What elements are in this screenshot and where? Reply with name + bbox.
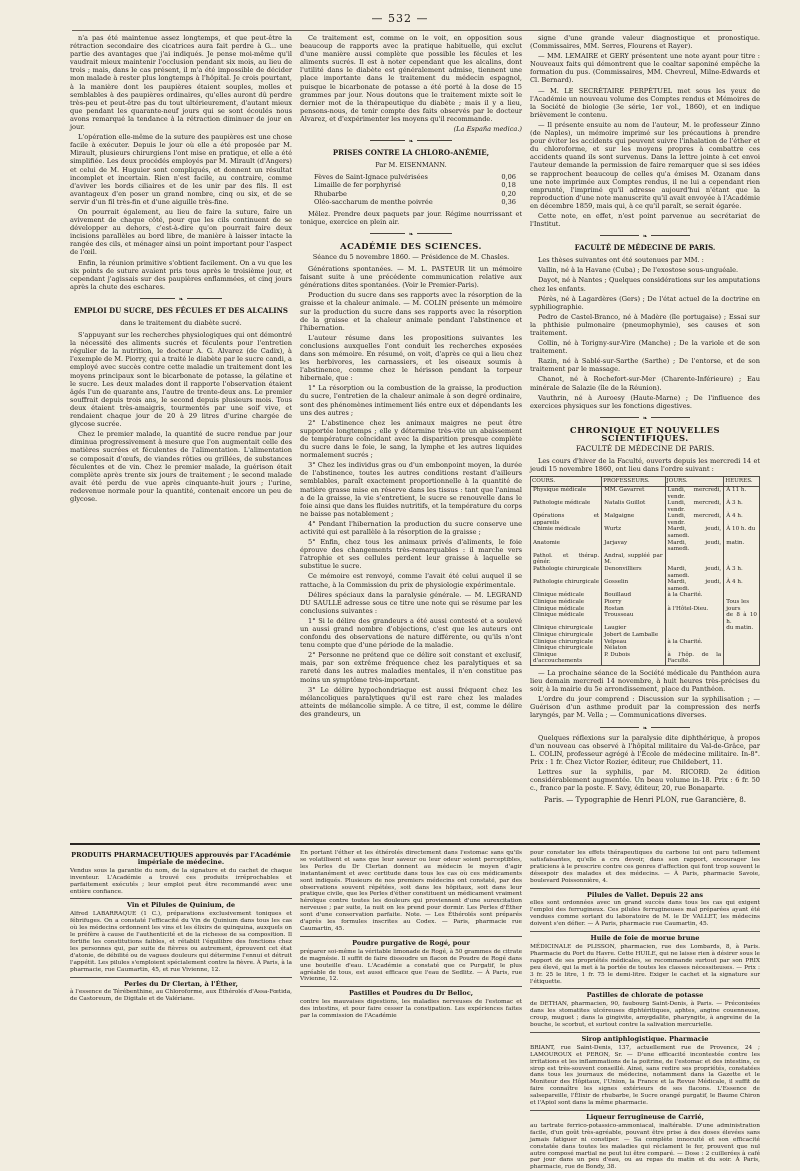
table-cell: Velpeau	[602, 639, 665, 646]
table-cell	[665, 553, 724, 566]
table-cell: Chimie médicale	[531, 526, 602, 539]
paragraph: 3° Le délire hypochondriaque est aussi fréquent chez les mélancoliques paralytiques qu'il est rare chez les malades atteints de mélancolie simple. À ce titre, il est, comme le délire des grandeurs, un	[300, 685, 522, 718]
table-cell: À 11 h.	[724, 486, 760, 500]
ad-text: BRIANT, rue Saint-Denis, 137, actuellement rue de Provence, 24 ; LAMOUROUX et PERON, Sr. — D'une efficacité incontestée contre les irritations et les inflammations de la poitrine, de l'estomac et des intestins, ce sirop est très-souvent conseillé. Ainsi, sans redire ses propriétés, constatées dans tous les journaux de médecine, notamment dans la Gazette et le Moniteur des Hôpitaux, l'Union, la France et la Revue Médicale, il suffit de faire connaître les signes extérieurs de ses flacons. L'Essence de salsepareille, l'Élixir de rhubarbe, le Sucre orangé purgatif, le Baume Chiron et l'Apiol sont dans la même pharmacie.	[530, 1044, 760, 1107]
paragraph: Les thèses suivantes ont été soutenues par MM. :	[538, 256, 704, 265]
table-cell: Opérations et appareils	[531, 513, 602, 526]
table-cell: Clinique médicale	[531, 592, 602, 599]
table-row	[531, 579, 760, 592]
section-subheading: Séance du 5 novembre 1860. — Présidence de M. Chasles.	[312, 252, 510, 261]
paragraph: L'auteur résume dans les propositions suivantes les conclusions auxquelles l'ont conduit les recherches exposées dans son mémoire. En résumé, on voit, d'après ce qui a lieu chez les herbivores, les carnassiers, et les oiseaux soumis à l'abstinence, comme chez le hérisson pendant la torpeur hibernale, que :	[300, 333, 522, 383]
table-row	[531, 645, 760, 652]
table-cell: Mardi, jeudi, samedi.	[665, 579, 724, 592]
ad-heading: Huile de foie de morue brune	[590, 934, 700, 943]
table-cell: Jobert de Lamballe	[602, 632, 665, 639]
table-row	[531, 599, 760, 606]
table-cell: Rostan	[602, 606, 665, 613]
paragraph: On pourrait également, au lieu de faire la suture, faire un avivement de chaque côté, pour que les cils continuent de se développer au dehors, c'est-à-dire qu'on pourrait faire deux incisions parallèles au bord libre, de manière à laisser intacte la rangée des cils, et ménager ainsi un point important pour l'aspect de l'œil.	[70, 207, 292, 257]
table-cell	[724, 639, 760, 646]
table-cell	[724, 553, 760, 566]
table-cell: À 3 h.	[724, 500, 760, 513]
table-cell: Pathologie médicale	[531, 500, 602, 513]
paragraph: Générations spontanées. — M. L. PASTEUR lit un mémoire faisant suite à une précédente communication relative aux générations dites spontanées. (Voir le Premier-Paris).	[300, 265, 522, 290]
ornament-divider: ❧	[530, 232, 760, 238]
recipe-row: Rhubarbe 0,20	[314, 189, 516, 198]
ad-divider	[300, 936, 522, 937]
table-header-row	[531, 477, 760, 487]
paragraph: Chez le premier malade, la quantité de sucre rendue par jour diminua progressivement à mesure que l'on augmentait celle des matières sucrées et féculentes de l'alimentation. L'alimentation se composait d'œufs, de viandes rôties ou grillées, de substances féculentes et de vin. Chez le premier malade, la guérison était complète après trente six jours de traitement ; le second malade avait été perdu de vue après cinquante-huit jours ; l'urine, redevenue normale pour la quantité, contenait encore un peu de glycose.	[70, 430, 292, 503]
thesis-entry: Vallin, né à la Havane (Cuba) ; De l'exostose sous-unguéale.	[538, 266, 739, 275]
table-row	[531, 592, 760, 599]
ad-text: préparer soi-même la véritable limonade de Rogé, à 50 grammes de citrate de magnésie. Il suffit de faire dissoudre un flacon de Poudre de Rogé dans une bouteille d'eau. L'Académie a constaté que ce Purgatif, le plus agréable de tous, est aussi efficace que l'eau de Sedlitz. — À Paris, rue Vivienne, 12.	[300, 948, 522, 983]
paragraph: Ce traitement est, comme on le voit, en opposition sous beaucoup de rapports avec la pratique habituelle, qui exclut d'une manière aussi complète que possible les fécules et les aliments sucrés. Il est à noter cependant que les alcalins, dont l'utilité dans le diabète est généralement admise, tiennent une place importante dans le traitement du médecin espagnol, puisque le bicarbonate de potasse a été porté à la dose de 15 grammes par jour. Nous doutons que le traitement mixte soit le dernier mot de la thérapeutique du diabète ; mais il y a lieu, pensons-nous, de tenir compte des faits observés par le docteur Alvarez, et d'expérimenter les moyens qu'il recommande.	[300, 34, 522, 123]
table-cell: Clinique médicale	[531, 606, 602, 613]
ad-heading: Sirop antiphlogistique. Pharmacie	[581, 1034, 709, 1043]
column-header: COURS.	[531, 477, 602, 487]
table-cell: Natalis Guillot	[602, 500, 665, 513]
table-row	[531, 639, 760, 646]
table-cell: À 3 h.	[724, 566, 760, 579]
table-row	[531, 526, 760, 539]
table-cell: À 10 h. du	[724, 526, 760, 539]
table-row	[531, 500, 760, 513]
paragraph: 1° La résorption ou la combustion de la graisse, la production du sucre, l'entretien de la chaleur animale à son degré ordinaire, sont des phénomènes intimement liés entre eux et dépendants les uns des autres ;	[300, 384, 522, 417]
ad-text: En portant l'éther et les éthérolés directement dans l'estomac sans qu'ils se volatilisent et sans que leur saveur ou leur odeur soient perceptibles, les Perles du Dr Clertan donnent au médecin le moyen d'agir instantanément et avec certitude dans tous les cas où ces médicaments sont indiqués. Plusieurs de nos premiers médecins ont constaté, par des observations souvent répétées, soit dans les hôpitaux, soit dans leur pratique civile, que les Perles d'éther constituent un médicament vraiment héroïque contre toutes les douleurs qui proviennent d'une surexcitation nerveuse ; par suite, la nuit on les prend pour dormir. Les Perles d'Éther sont d'une conservation parfaite. Note. — Les Éthérolés sont préparés d'après les formules inscrites au Codex. — Paris, pharmacie rue Caumartin, 45.	[300, 850, 522, 932]
thesis-entry: Collin, né à Torigny-sur-Vire (Manche) ; De la variole et de son traitement.	[530, 339, 760, 356]
table-cell: Mardi, jeudi, samedi.	[665, 540, 724, 553]
table-cell	[665, 599, 724, 606]
table-cell: à la Charité.	[665, 592, 724, 599]
ad-divider	[530, 888, 760, 889]
table-cell: Gosselin	[602, 579, 665, 592]
paragraph: 4° Pendant l'hibernation la production du sucre conserve une activité qui est parallèle à la résorption de la graisse ;	[300, 519, 522, 536]
thesis-entry: Vauthrin, né à Auroesy (Haute-Marne) ; De l'influence des exercices physiques sur les fonctions digestives.	[530, 393, 760, 410]
paragraph: Cette note, en effet, n'est point parvenue au secrétariat de l'Institut.	[530, 211, 760, 229]
ad-divider	[70, 977, 292, 978]
book-notice: Quelques réflexions sur la paralysie dite diphthérique, à propos d'un nouveau cas observé à l'hôpital militaire du Val-de-Grâce, par L. COLIN, professeur agrégé à l'École de médecine militaire. In-8°. Prix : 1 fr. Chez Victor Rozier, éditeur, rue Childebert, 11.	[530, 733, 760, 766]
source-citation: (La España medica.)	[453, 125, 522, 134]
table-row	[531, 553, 760, 566]
recipe-author: Par M. EISENMANN.	[375, 161, 447, 170]
table-cell: À 4 h.	[724, 513, 760, 526]
table-cell: Jarjavay	[602, 540, 665, 553]
ad-text: au tartrate ferrico-potassico-ammoniacal, inaltérable. D'une administration facile, d'un goût très-agréable, pouvant être prise à des doses élevées sans jamais fatiguer ni constiper. — Sa complète innocuité et son efficacité constatée dans toutes les maladies qui réclament le fer, prouvent que nul autre composé martial ne peut lui être comparé. — Dose : 2 cuillerées à café par jour dans un peu d'eau, ou au repas du matin et du soir. À Paris, pharmacie, rue de Bondy, 38.	[530, 1122, 760, 1171]
table-cell: Denonvilliers	[602, 566, 665, 579]
advertisements-rule	[70, 843, 760, 845]
ornament-divider: ❧	[300, 137, 522, 143]
ad-text: MÉDICINALE de PLISSON, pharmacien, rue des Lombards, 8, à Paris. Pharmacie du Port du Havre. Cette HUILE, qui ne laisse rien à désirer sous le rapport de ses propriétés médicales, se recommande surtout par son PRIX peu élevé, qui la met à la portée de toutes les classes nécessiteuses. — Prix : 3 fr. 25 le litre, 1 fr. 75 le demi-litre. Exiger le cachet et la signature sur l'étiquette.	[530, 943, 760, 985]
ad-divider	[530, 1032, 760, 1033]
column-header: HEURES.	[724, 477, 760, 487]
table-cell	[665, 625, 724, 632]
table-cell: Andral, suppléé par M.	[602, 553, 665, 566]
table-cell: Anatomie	[531, 540, 602, 553]
header-rule	[72, 30, 732, 31]
ad-heading: Poudre purgative de Rogé, pour	[352, 938, 470, 947]
table-cell: Physique médicale	[531, 486, 602, 500]
paragraph: 3° Chez les individus gras ou d'un embonpoint moyen, la durée de l'abstinence, toutes les autres conditions restant d'ailleurs semblables, paraît exactement proportionnelle à la quantité de matière grasse mise en réserve dans les tissus : tant que l'animal a de la graisse, la vie s'entretient, le sucre se renouvelle dans le foie ainsi que dans les fluides nutritifs, et la température du corps ne baisse pas notablement ;	[300, 461, 522, 518]
page-number: — 532 —	[371, 12, 429, 25]
table-cell: Clinique chirurgicale	[531, 632, 602, 639]
paragraph: 2° Personne ne prétend que ce délire soit constant et exclusif, mais, par son extrême fréquence chez les paralytiques et sa rareté dans les autres maladies mentales, il n'en constitue pas moins un symptôme très-important.	[300, 651, 522, 684]
table-cell: Tous les	[724, 599, 760, 606]
table-cell	[724, 645, 760, 652]
imprint: Paris. — Typographie de Henri PLON, rue Garancière, 8.	[544, 796, 746, 805]
table-cell: Trousseau	[602, 612, 665, 625]
paragraph: Délires spéciaux dans la paralysie générale. — M. LEGRAND DU SAULLE adresse sous ce titre une note qui se résume par les conclusions suivantes :	[300, 590, 522, 615]
paragraph: signe d'une grande valeur diagnostique et pronostique. (Commissaires, MM. Serres, Flourens et Rayer).	[530, 34, 760, 51]
table-cell: Mardi, jeudi, samedi.	[665, 526, 724, 539]
table-cell: Lundi, mercredi, vendr.	[665, 500, 724, 513]
ads-column-1	[70, 850, 292, 1137]
thesis-entry: Chanot, né à Rochefort-sur-Mer (Charente-Inférieure) ; Eau minérale de Salazie (île de la Réunion).	[530, 375, 760, 392]
article-heading: EMPLOI DU SUCRE, DES FÉCULES ET DES ALCALINS	[74, 305, 288, 315]
table-cell: Pathol. et thérap. génér.	[531, 553, 602, 566]
table-cell: jours	[724, 606, 760, 613]
thesis-entry: Razin, né à Sablé-sur-Sarthe (Sarthe) ; De l'entorse, et de son traitement par le massage.	[530, 357, 760, 374]
table-cell: Bouillaud	[602, 592, 665, 599]
chronicle-subheading: FACULTÉ DE MÉDECINE DE PARIS.	[575, 444, 715, 454]
table-cell: Clinique médicale	[531, 612, 602, 625]
paragraph: L'ordre du jour comprend : Discussion sur la syphilisation ; — Guérison d'un asthme produit par la compression des nerfs laryngés, par M. Vella ; — Communications diverses.	[530, 695, 760, 720]
thesis-entry: Dayot, né à Nantes ; Quelques considérations sur les amputations chez les enfants.	[530, 276, 760, 293]
ad-text: pour constater les effets thérapeutiques du carbone lui ont paru tellement satisfaisantes, qu'elle a cru devoir, dans son rapport, encourager les praticiens à le prescrire contre ces genres d'affection qui font trop souvent le désespoir des malades et des médecins. — À Paris, pharmacie Savoie, boulevard Poissonnière, 4.	[530, 850, 760, 884]
paragraph: 5° Enfin, chez tous les animaux privés d'aliments, le foie éprouve des changements très-remarquables : il marche vers l'atrophie et ses cellules perdent leur graisse à laquelle se substitue le sucre.	[300, 538, 522, 571]
table-cell: à l'Hôtel-Dieu.	[665, 606, 724, 613]
table-row	[531, 513, 760, 526]
table-cell: Lundi, mercredi, vendr.	[665, 513, 724, 526]
ad-heading: Perles du Dr Clertan, à l'Éther,	[124, 979, 238, 988]
table-cell	[724, 592, 760, 599]
paragraph: S'appuyant sur les recherches physiologiques qui ont démontré la nécessité des aliments sucrés et féculents pour l'entretien régulier de la nutrition, le docteur A. G. Alvarez (de Cadix), à l'exemple de M. Piorry, qui a traité le diabète par le sucre candi, a employé avec succès contre cette maladie un traitement dont les moyens principaux sont le bicarbonate de potasse, la gélatine et le sucre. Les deux malades dont il rapporte l'observation étaient âgés l'un de quarante ans, l'autre de trente-deux ans. Le premier souffrait depuis trois ans, le second depuis plusieurs mois. Tous deux étaient très-amaigris, tourmentés par une soif vive, et rendaient chaque jour de 20 à 29 litres d'urine chargée de glycose sucrée.	[70, 331, 292, 429]
paragraph: — Il présente ensuite au nom de l'auteur, M. le professeur Zinno (de Naples), un mémoire imprimé sur les précautions à prendre pour éviter les accidents qui peuvent suivre l'inhalation de l'éther et du chloroforme, et sur les moyens propres à combattre ces accidents quand ils sont survenus. Dans la lettre jointe à cet envoi l'auteur demande la permission de faire remarquer que si ses idées se rapprochent beaucoup de celles qu'a émises M. Ozanam dans une note imprimée aux Comptes rendus, il ne lui a cependant rien emprunté, l'imprimé qu'il adresse aujourd'hui n'étant que la reproduction d'une note manuscrite qu'il avait envoyée à l'Académie en décembre 1859, mais qui, à ce qu'il paraît, se serait égarée.	[530, 120, 760, 210]
column-3	[530, 34, 760, 839]
table-cell: Pathologie chirurgicale	[531, 579, 602, 592]
table-cell: MM. Gavarret	[602, 486, 665, 500]
table-cell	[724, 632, 760, 639]
table-row	[531, 632, 760, 639]
table-cell: à l'hôp. de la Faculté.	[665, 652, 724, 666]
ad-heading: Pastilles de chlorate de potasse	[586, 991, 704, 1000]
chronicle-heading: CHRONIQUE ET NOUVELLES SCIENTIFIQUES.	[569, 424, 721, 443]
table-cell: À 4 h.	[724, 579, 760, 592]
paragraph: n'a pas été maintenue assez longtemps, et que peut-être la rétraction secondaire des cicatrices aura fait perdre à G... une partie des avantages que j'ai indiqués. Je pense moi-même qu'il vaudrait mieux maintenir l'occlusion pendant six mois, au lieu de trois ; mais, dans le cas présent, il m'a été impossible de décider mon malade à rester plus longtemps à l'hôpital. Je crois pourtant, à la manière dont les paupières étaient souples, molles et semblables à des paupières ordinaires, qu'elles auront dû perdre très-peu et peut-être pas du tout ultérieurement, d'autant mieux que pendant les quarante-neuf jours qui se sont écoulés nous avons remarqué la tendance à la rétraction diminuer de jour en jour.	[70, 34, 292, 132]
table-row	[531, 612, 760, 625]
thesis-entry: Pérès, né à Lagardères (Gers) ; De l'état actuel de la doctrine en syphiliographie.	[530, 294, 760, 311]
table-cell: Clinique d'accouchements	[531, 652, 602, 666]
paragraph: — M. LE SECRÉTAIRE PERPÉTUEL met sous les yeux de l'Académie un nouveau volume des Comptes rendus et Mémoires de la Société de biologie (3e série, 1er vol., 1860), et en indique brièvement le contenu.	[530, 86, 760, 119]
ad-heading: Vin et Pilules de Quinium, de	[126, 901, 236, 910]
article-subheading: dans le traitement du diabète sucré.	[120, 319, 242, 327]
column-header: JOURS.	[665, 477, 724, 487]
table-cell: Clinique médicale	[531, 599, 602, 606]
ad-text: Alfred LABARRAQUE (1 C.), préparations exclusivement toniques et fébrifuges. On a constaté l'efficacité du Vin de Quinium dans tous les cas où les médecins ordonnent les vins et les élixirs de quinquina, auxquels on le préfère à cause de l'authenticité et de la richesse de sa composition. Il fortifie les constitutions faibles, et rétablit l'équilibre des fonctions chez les personnes qui, par suite de fièvres ou autrement, éprouvent cet état d'atonie, de débilité ou de vagues douleurs qui détermine l'ennui et détruit l'appétit. Les pilules s'emploient spécialement contre la fièvre. À Paris, à la pharmacie, rue Caumartin, 45, et rue Vivienne, 12.	[70, 911, 292, 973]
paragraph: Les cours d'hiver de la Faculté, ouverts depuis les mercredi 14 et jeudi 15 novembre 1860, ont lieu dans l'ordre suivant :	[530, 457, 760, 474]
ad-text: de DETHAN, pharmacien, 90, faubourg Saint-Denis, à Paris. — Préconisées dans les stomatites ulcéreuses diphtéritiques, aphtes, angine couenneuse, croup, muguet ; dans la gingivite, amygdalite, pharyngite, à angreine de la bouche, le scorbut, et surtout contre la salivation mercurielle.	[530, 1001, 760, 1029]
paragraph: 2° L'abstinence chez les animaux maigres ne peut être supportée longtemps ; elle y détermine très-vite un abaissement de température coïncidant avec la disparition presque complète du sucre dans le foie, le sang, la lymphe et les autres liquides normalement sucrés ;	[300, 418, 522, 460]
table-cell: Clinique chirurgicale	[531, 625, 602, 632]
recipe-heading: PRISES CONTRE LA CHLORO-ANÉMIE,	[332, 148, 490, 158]
ad-text: elles sont ordonnées avec un grand succès dans tous les cas qui exigent l'emploi des ferrugineux. Ces pilules ferrugineuses mal préparées ayant été vendues comme sortant du laboratoire de M. le Dr VALLET, les médecins doivent s'en défier. — À Paris, pharmacie rue Caumartin, 45.	[530, 900, 760, 928]
ornament-divider: ❧	[70, 295, 292, 301]
table-cell	[665, 645, 724, 652]
table-cell: Pathologie chirurgicale	[531, 566, 602, 579]
ornament-divider: ❧	[300, 230, 522, 236]
ads-column-2	[300, 850, 522, 1137]
ad-heading: Liqueur ferrugineuse de Carrié,	[586, 1113, 704, 1121]
table-cell: Wurtz	[602, 526, 665, 539]
table-row	[531, 652, 760, 666]
table-row	[531, 486, 760, 500]
ornament-divider: ❧	[530, 724, 760, 730]
table-row	[531, 566, 760, 579]
table-cell	[665, 632, 724, 639]
table-cell: Clinique chirurgicale	[531, 639, 602, 646]
ad-heading: PRODUITS PHARMACEUTIQUES approuvés par l'Académie impériale de médecine.	[71, 851, 291, 866]
table-cell: à la Charité.	[665, 639, 724, 646]
recipe-row: Fèves de Saint-Ignace pulvérisées 0,06	[314, 173, 516, 182]
paragraph: Ce mémoire est renvoyé, comme l'avait été celui auquel il se rattache, à la Commission du prix de physiologie expérimentale.	[300, 572, 522, 589]
section-heading: ACADÉMIE DES SCIENCES.	[340, 240, 482, 251]
table-cell: Lundi, mercredi, vendr.	[665, 486, 724, 500]
table-cell	[724, 652, 760, 666]
ad-text: Vendus sous la garantie du nom, de la signature et du cachet de chaque inventeur. L'Académie a trouvé ces produits irréprochables et parfaitement exécutés ; leur emploi peut être recommandé avec une entière confiance.	[70, 867, 292, 895]
ad-divider	[530, 1110, 760, 1111]
table-row	[531, 540, 760, 553]
recipe-row: Oléo-saccharum de menthe poivrée 0,36	[314, 197, 516, 206]
column-header: PROFESSEURS.	[602, 477, 665, 487]
recipe-row: Limaille de fer porphyrisé 0,18	[314, 181, 516, 190]
paragraph: — La prochaine séance de la Société médicale du Panthéon aura lieu demain mercredi 14 novembre, à huit heures très-précises du soir, à la mairie du 5e arrondissement, place du Panthéon.	[530, 668, 760, 694]
course-schedule-table	[530, 476, 760, 666]
ad-divider	[70, 898, 292, 899]
table-cell: du matin.	[724, 625, 760, 632]
table-cell: P. Dubois	[602, 652, 665, 666]
ad-divider	[300, 986, 522, 987]
table-cell: Nélaton	[602, 645, 665, 652]
thesis-entry: Pedro de Castel-Branco, né à Madère (île portugaise) ; Essai sur la phthisie pulmonaire (pneumophymie), ses causes et son traitement.	[530, 312, 760, 337]
paragraph: Enfin, la réunion primitive s'obtient facilement. On a vu que les six points de suture avaient pris tous après le troisième jour, et cependant j'agissais sur des paupières enflammées, et cinq jours après la chute des eschares.	[70, 258, 292, 291]
ad-heading: Pastilles et Poudres du Dr Belloc,	[349, 989, 473, 998]
paragraph: Mêlez. Prendre deux paquets par jour. Régime nourrissant et tonique, exercice en plein air.	[300, 209, 522, 226]
recipe-list	[300, 173, 522, 205]
column-2	[300, 34, 522, 839]
paragraph: 1° Si le délire des grandeurs a été aussi contesté et a soulevé un aussi grand nombre d'objections, c'est que les auteurs ont confondu des observations de nature différente, ou qu'ils n'ont tenu compte que d'une période de la maladie.	[300, 616, 522, 650]
table-cell: Piorry	[602, 599, 665, 606]
book-notice: Lettres sur la syphilis, par M. RICORD. 2e édition considérablement augmentée. Un beau volume in-18. Prix : 6 fr. 50 c., franco par la poste. F. Savy, éditeur, 20, rue Bonaparte.	[530, 767, 760, 793]
table-cell	[665, 612, 724, 625]
ad-heading: Pilules de Vallet. Depuis 22 ans	[586, 890, 704, 899]
table-cell: de 8 à 10 h.	[724, 612, 760, 625]
table-cell: Clinique chirurgicale	[531, 645, 602, 652]
table-cell: Laugier	[602, 625, 665, 632]
ornament-divider: ❧	[530, 414, 760, 420]
ads-column-3	[530, 850, 760, 1171]
table-row	[531, 625, 760, 632]
ad-divider	[530, 931, 760, 932]
column-1	[70, 34, 292, 839]
paragraph: L'opération elle-même de la suture des paupières est une chose facile à exécuter. Depuis le jour où elle a été proposée par M. Mirault, plusieurs chirurgiens l'ont mise en pratique, et elle a été simplifiée. Les deux procédés employés par M. Mirault (d'Angers) et celui de M. Huguier sont compliqués, et donnent un résultat incomplet et incertain. Rien n'est facile, au contraire, comme d'aviver les bords ciliaires et de les unir par des fils. Il est avantageux d'en poser un grand nombre, cinq ou six, et de se servir d'un fil très-fin et d'une aiguille très-fine.	[70, 133, 292, 206]
table-cell: matin.	[724, 540, 760, 553]
faculty-heading: FACULTÉ DE MÉDECINE DE PARIS.	[574, 243, 716, 253]
ad-text: à l'essence de Térébenthine, au Chloroforme, aux Éthérolés d'Assa-Fœtida, de Castoreum, de Digitale et de Valériane.	[70, 989, 292, 1003]
paragraph: — MM. LEMAIRE et GERY présentent une note ayant pour titre : Nouveaux faits qui démontrent que le coaltar saponiné empêche la formation du pus. (Commissaires, MM. Chevreul, Milne-Edwards et Cl. Bernard).	[530, 52, 760, 85]
paragraph: Production du sucre dans ses rapports avec la résorption de la graisse et la chaleur animale. — M. COLIN présente un mémoire sur la production du sucre dans ses rapports avec la résorption de la graisse et la chaleur animale pendant l'abstinence et l'hibernation.	[300, 291, 522, 332]
table-cell: Malgaigne	[602, 513, 665, 526]
ad-text: contre les mauvaises digestions, les maladies nerveuses de l'estomac et des intestins, et pour faire cesser la constipation. Les expériences faites par la commission de l'Académie	[300, 999, 522, 1020]
table-cell: Mardi, jeudi, samedi.	[665, 566, 724, 579]
ad-divider	[530, 988, 760, 989]
